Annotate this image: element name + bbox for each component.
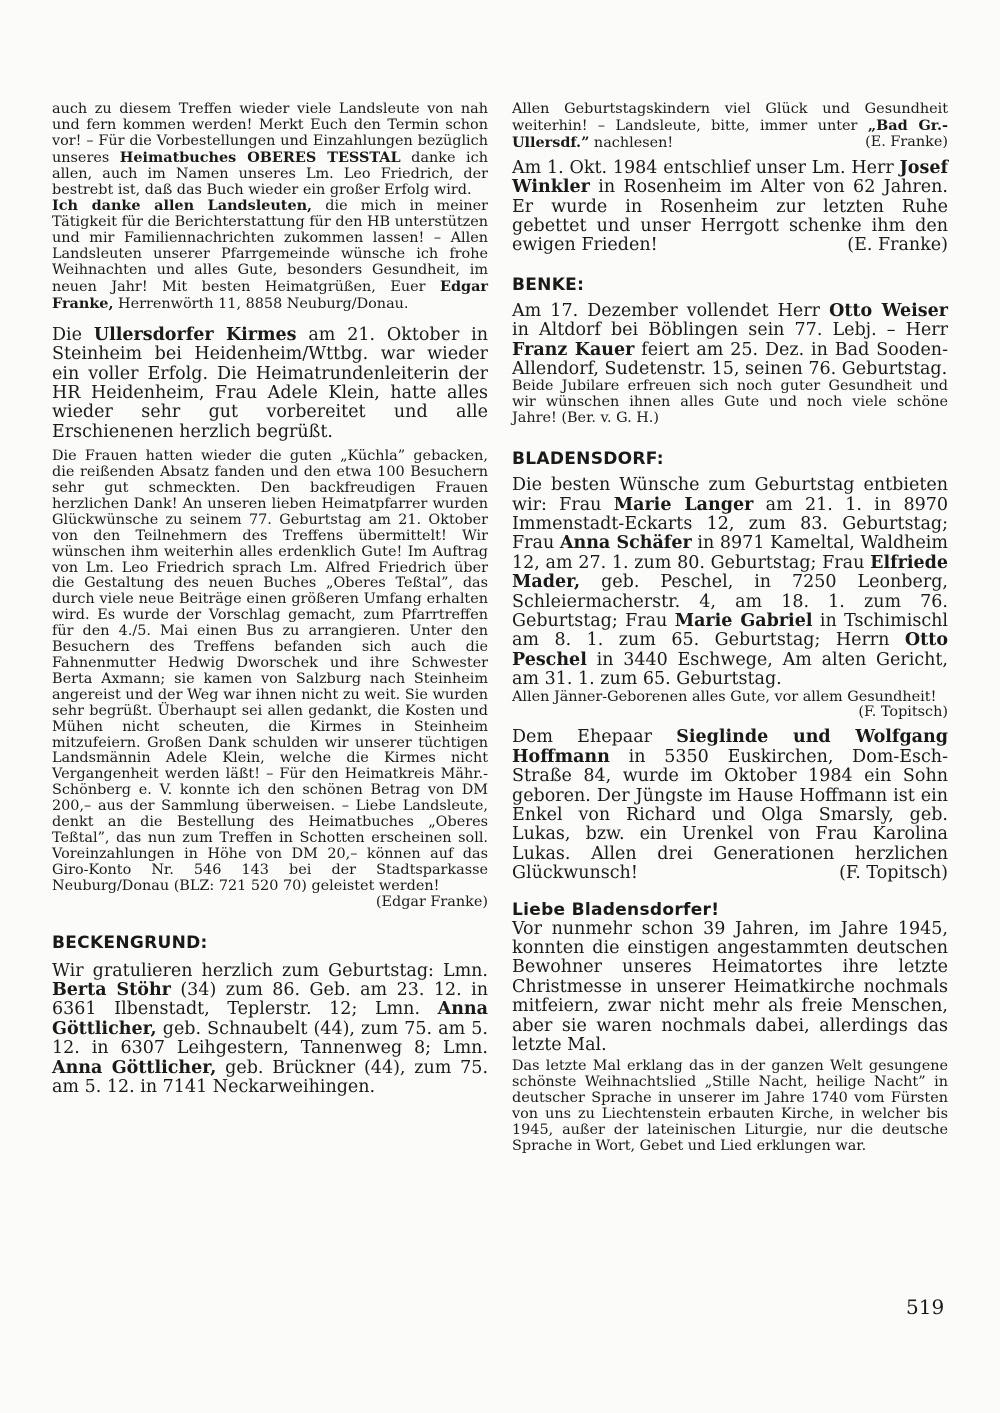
heading-benke: BENKE:	[512, 274, 585, 295]
paragraph-thanks: Ich danke allen Landsleuten, die mich in meiner Tätigkeit für die Berichterstattung für den HB unterstützen und mir Familiennachrichten zukommen lassen! – Allen Landsleuten unserer Pfarrgemeinde wünsche ich frohe Weihnachten und alles Gute, besonders Gesundheit, im neuen Jahr! Mit besten Heimatgrüßen, Euer Edgar Franke, Herrenwörth 11, 8858 Neuburg/Donau.	[52, 197, 488, 312]
paragraph-obituary: Am 1. Okt. 1984 entschlief unser Lm. Herr Josef Winkler in Rosenheim im Alter von 62 Jahren. Er wurde in Rosenheim zur letzten Ruhe gebettet und unser Herrgott schenke ihm den ewigen Frieden! (E. Franke)	[512, 157, 948, 256]
left-column	[52, 102, 488, 1097]
paragraph-bladensdorf: Die besten Wünsche zum Geburtstag entbieten wir: Frau Marie Langer am 21. 1. in 8970 Immenstadt-Eckarts 12, zum 83. Geburtstag; Frau Anna Schäfer in 8971 Kameltal, Waldheim 12, am 27. 1. zum 80. Geburtstag; Frau Elfriede Mader, geb. Peschel, in 7250 Leonberg, Schleiermacherstr. 4, am 18. 1. zum 76. Geburtstag; Frau Marie Gabriel in Tschimischl am 8. 1. zum 65. Geburtstag; Herrn Otto Peschel in 3440 Eschwege, Am alten Gericht, am 31. 1. zum 65. Geburtstag.	[512, 475, 948, 690]
heading-beckengrund: BECKENGRUND:	[52, 932, 208, 953]
heading-liebe-bladensdorfer: Liebe Bladensdorfer!	[512, 899, 720, 920]
paragraph-intro: auch zu diesem Treffen wieder viele Landsleute von nah und fern kommen werden! Merkt Euch den Termin schon vor! – Für die Vorbestellungen und Einzahlungen bezüglich unseres Heimatbuches OBERES TESSTAL danke ich allen, auch im Namen unseres Lm. Leo Friedrich, der bestrebt ist, daß das Buch wieder ein großer Erfolg wird.	[52, 101, 488, 198]
right-column	[512, 102, 948, 1155]
paragraph-silent-night: Das letzte Mal erklang das in der ganzen Welt gesungene schönste Weihnachtslied „Stille Nacht, heilige Nacht” in deutscher Sprache in unserer im Jahre 1740 vom Fürsten von uns zu Liechtenstein erbauten Kirche, in welcher bis 1945, außer der lateinischen Liturgie, nur die deutsche Sprache in Wort, Gebet und Lied erklungen war.	[512, 1058, 948, 1154]
paragraph-birth-announcement: Dem Ehepaar Sieglinde und Wolfgang Hoffmann in 5350 Euskirchen, Dom-Esch-Straße 84, wurde im Oktober 1984 ein Sohn geboren. Der Jüngste im Hause Hoffmann ist ein Enkel von Richard und Olga Smarsly, geb. Lukas, bzw. ein Urenkel von Frau Karolina Lukas. Allen drei Generationen herzlichen Glückwunsch! (F. Topitsch)	[512, 727, 948, 884]
paragraph-benke-note: Beide Jubilare erfreuen sich noch guter Gesundheit und wir wünschen ihnen alles Gute und noch viele schöne Jahre! (Ber. v. G. H.)	[512, 378, 948, 427]
paragraph-birthday-wishes: Allen Geburtstagskindern viel Glück und Gesundheit weiterhin! – Landsleute, bitte, immer unter „Bad Gr.-Ullersdf.” nachlesen! (E. Franke)	[512, 101, 948, 151]
paragraph-kirmes: Die Ullersdorfer Kirmes am 21. Oktober in Steinheim bei Heidenheim/Wttbg. war wieder ein voller Erfolg. Die Heimatrundenleiterin der HR Heidenheim, Frau Adele Klein, hatte alles wieder sehr gut vorbereitet und alle Erschienenen herzlich begrüßt.	[52, 324, 489, 442]
signature-edgar-franke: (Edgar Franke)	[375, 893, 488, 910]
page-number: 519	[906, 1295, 945, 1319]
paragraph-kirmes-report: Die Frauen hatten wieder die guten „Küchla” gebacken, die reißenden Absatz fanden und den etwa 100 Besuchern sehr gut schmeckten. Den backfreudigen Frauen herzlichen Dank! An unseren lieben Heimatpfarrer wurden Glückwünsche zu seinem 77. Geburtstag am 21. Oktober von den Teilnehmern des Treffens übermittelt! Wir wünschen ihm weiterhin alles erdenklich Gute! Im Auftrag von Lm. Leo Friedrich sprach Lm. Alfred Friedrich über die Gestaltung des neuen Buches „Oberes Teßtal”, das durch viele neue Beiträge einen größeren Umfang erhalten wird. Es wurde der Vorschlag gemacht, zum Pfarrtreffen für den 4./5. Mai einen Bus zu arrangieren. Unter den Besuchern des Treffens befanden sich auch die Fahnenmutter Hedwig Dworschek und ihre Schwester Berta Axmann; sie kamen von Salzburg nach Steinheim angereist und der Weg war ihnen nicht zu weit. Sie wurden sehr begrüßt. Überhaupt sei allen gedankt, die Kosten und Mühen nicht scheuten, die Kirmes in Steinheim mitzufeiern. Großen Dank schulden wir unserer tüchtigen Landsmännin Adele Klein, welche die Kirmes nicht Vergangenheit werden läßt! – Für den Heimatkreis Mähr.-Schönberg e. V. konnte ich den schönen Betrag von DM 200,– aus der Sammlung überweisen. – Liebe Landsleute, denkt an die Bestellung des Heimatbuches „Oberes Teßtal”, das nun zum Treffen in Schotten erscheinen soll. Voreinzahlungen in Höhe von DM 20,– können auf das Giro-Konto Nr. 546 143 bei der Stadtsparkasse Neuburg/Donau (BLZ: 721 520 70) geleistet werden!	[52, 448, 488, 894]
heading-bladensdorf: BLADENSDORF:	[512, 449, 664, 470]
paragraph-beckengrund: Wir gratulieren herzlich zum Geburtstag: Lmn. Berta Stöhr (34) zum 86. Geb. am 23. 12. in 6361 Ilbenstadt, Teplerstr. 12; Lmn. Anna Göttlicher, geb. Schnaubelt (44), zum 75. am 5. 12. in 6307 Leihgestern, Tannenweg 8; Lmn. Anna Göttlicher, geb. Brückner (44), zum 75. am 5. 12. in 7141 Neckarweihingen.	[52, 960, 489, 1097]
paragraph-bladensdorf-note: Allen Jänner-Geborenen alles Gute, vor allem Gesundheit! (F. Topitsch)	[512, 688, 948, 721]
paragraph-benke: Am 17. Dezember vollendet Herr Otto Weiser in Altdorf bei Böblingen sein 77. Lebj. – Herr Franz Kauer feiert am 25. Dez. in Bad Sooden-Allendorf, Sudetenstr. 15, seinen 76. Geburtstag.	[512, 300, 949, 379]
paragraph-christmas-mass: Vor nunmehr schon 39 Jahren, im Jahre 1945, konnten die einstigen angestammten deutschen Bewohner unseres Heimatortes ihre letzte Christmesse in unserer Heimatkirche nochmals mitfeiern, zwar nicht mehr als freie Menschen, aber sie waren nochmals dabei, allerdings das letzte Mal.	[512, 918, 948, 1056]
